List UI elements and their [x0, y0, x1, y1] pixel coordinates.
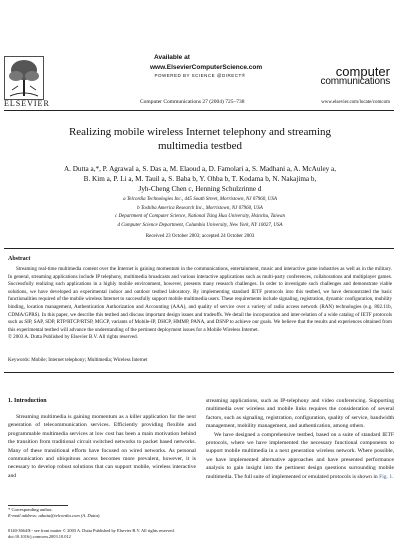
abstract-text: Streaming real-time multimedia content over the Internet is gaining momentum in the communications, entertainment, music and interactive game industries as well as in the military. In general, streaming applications include IP telephony, multimedia broadcasts and various interactive applications such as multi-party conferences, collaborations and multiplayer games. Successfully realizing such applications in a highly mobile environment, however, presents many research challenges. In order to investigate such challenges and demonstrate viable solutions, we have developed an experimental indoor and outdoor testbed laboratory. By implementing standard IETF protocols into this testbed, we have demonstrated the basic functionalities required of the mobile wireless Internet to successfully support mobile multimedia users. These requirements include signaling, registration, dynamic configuration, mobility binding, location management, Authentication Authorization and Accounting (AAA), and quality of service over a variety of radio access network (RAN) technologies (e.g. 802.11b, CDMA/GPRS). In this paper, we describe this testbed and discuss important design issues and tradeoffs. We detail the incorporation and inter-relation of a wide catalog of IETF protocols such as SIP, SAP, SDP, RTP/RTCP/RTSP, MGCP, variants of Mobile-IP, DHCP, HMMP, PANA, and DSNP to achieve our goals. We believe that the results and experiences obtained from this experimental testbed will advance the understanding of the pertinent deployment issues for a Mobile Wireless Internet.	[8, 266, 392, 333]
affiliation-d: d Computer Science Department, Columbia University, New York, NY 10027, USA	[117, 222, 283, 228]
affiliations	[20, 196, 380, 230]
available-label: Available at	[154, 54, 190, 61]
copyright-line: © 2003 A. Dutta Published by Elsevier B.V. All rights reserved.	[8, 334, 138, 341]
powered-by-label: POWERED BY SCIENCE @DIRECT®	[154, 73, 246, 78]
footer-copyright: 0140-3664/$ - see front matter © 2003 A. Dutta Published by Elsevier B.V. All rights reserved.	[8, 528, 175, 533]
title-line2: multimedia testbed	[157, 140, 242, 152]
elsevier-tree-icon	[4, 56, 44, 100]
author-list	[20, 164, 380, 194]
intro-right-paragraph-2-text: We have designed a comprehensive testbed, based on a suite of standard IETF protocols, where we have implemented the necessary functional components to support mobile multimedia in a next generation wireless network. Where possible, we have implemented alternative approaches and have presented performance analysis to gain insight into the pertinent design questions surrounding mobile multimedia. The full suite of implemented or emulated protocols is shown in	[206, 431, 394, 480]
header-rule	[4, 110, 394, 111]
sciencedirect-block	[150, 54, 263, 78]
keywords: Keywords: Mobile; Internet telephony; Multimedia; Wireless Internet	[8, 358, 148, 363]
publisher-name: ELSEVIER	[4, 99, 50, 108]
abstract-top-rule	[4, 248, 394, 249]
abstract-body	[8, 266, 392, 342]
abstract-bottom-rule	[4, 372, 394, 373]
abstract-heading: Abstract	[8, 256, 31, 262]
figure-1-link[interactable]: Fig. 1	[379, 473, 393, 480]
page-footer	[8, 528, 175, 540]
footnote-rule	[8, 505, 68, 506]
intro-left-column: Streaming multimedia is gaining momentum as a killer application for the next generation of telecommunication services. Efficiently providing flexible and programmable multimedia services at low cost has been a main motivation behind the transition from traditional circuit switched networks to packet based networks. Many of these transitional efforts have focused on wired networks. As personal communication and ubiquitous access becomes more prevalent, however, it is necessary to develop robust solutions that can support mobile, wireless interactive and	[8, 414, 196, 479]
journal-url-link[interactable]: www.elsevier.com/locate/comcom	[321, 100, 390, 105]
authors-line1: A. Dutta a,*, P. Agrawal a, S. Das a, M. Elaoud a, D. Famolari a, S. Madhani a, A. McAuley a,	[63, 165, 337, 173]
journal-name-line2: communications	[320, 76, 390, 87]
footnote-corresponding: * Corresponding author.	[8, 507, 53, 512]
intro-right-column	[206, 397, 394, 481]
sciencedirect-link[interactable]: www.ElsevierComputerScience.com	[150, 64, 263, 71]
journal-name-line1: computer	[335, 64, 390, 79]
journal-reference: Computer Communications 27 (2004) 725–738	[140, 99, 245, 105]
affiliation-b: b Toshiba America Research Inc., Morristown, NJ 07960, USA	[137, 205, 263, 211]
journal-logo	[304, 64, 390, 87]
paper-title	[20, 125, 380, 153]
received-date: Received 23 October 2003; accepted 24 October 2003	[145, 234, 255, 239]
authors-line3: Jyh-Cheng Chen c, Henning Schulzrinne d	[138, 185, 262, 193]
intro-right-paragraph-2: We have designed a comprehensive testbed, based on a suite of standard IETF protocols, where we have implemented the necessary functional components to support mobile multimedia in a next generation wireless network. Where possible, we have implemented alternative approaches and have presented performance analysis to gain insight into the pertinent design questions surrounding mobile multimedia. The full suite of implemented or emulated protocols is shown in Fig. 1.	[206, 431, 394, 480]
affiliation-c: c Department of Computer Science, National Tsing Hua University, Hsinchu, Taiwan	[114, 214, 286, 219]
intro-right-paragraph-1: streaming applications, such as IP-telephony and video conferencing. Supporting multimedia over wireless and mobile links requires the consideration of several factors, such as signaling, registration, configuration, quality of service, bandwidth management, mobility management, and authentication, among others.	[206, 398, 394, 430]
footer-doi: doi:10.1016/j.comcom.2003.10.012	[8, 534, 71, 540]
footnote-email: E-mail address: adutta@telcordia.com (A. Dutta).	[8, 513, 101, 519]
section-heading-introduction: 1. Introduction	[8, 398, 47, 404]
footnote	[8, 507, 101, 520]
affiliation-a: a Telcordia Technologies Inc., 445 South Street, Morristown, NJ 07960, USA	[123, 197, 277, 202]
authors-line2: B. Kim a, P. Li a, M. Tauil a, S. Baba b, Y. Ohba b, T. Kodama b, N. Nakajima b,	[83, 175, 317, 183]
title-line1: Realizing mobile wireless Internet telephony and streaming	[68, 126, 332, 138]
